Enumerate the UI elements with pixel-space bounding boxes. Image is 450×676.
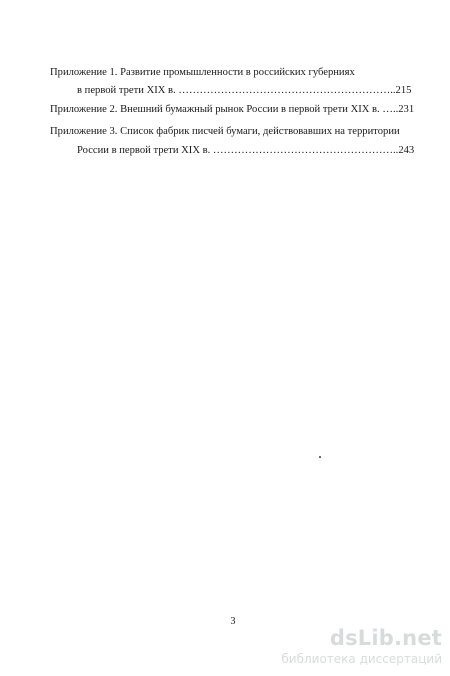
scan-speck [319, 456, 321, 458]
toc-entry-appendix-2: Приложение 2. Внешний бумажный рынок России в первой трети XIX в. …..231 [50, 104, 415, 115]
toc-entry-appendix-1-title: Приложение 1. Развитие промышленности в российских губерниях [50, 67, 355, 78]
toc-entry-appendix-1-continuation: в первой трети XIX в. ……………………………………………………..215 [77, 85, 412, 96]
watermark [262, 626, 442, 668]
watermark-subtitle: библиотека диссертаций [281, 652, 442, 666]
page-number: 3 [230, 616, 236, 627]
toc-entry-appendix-3-title: Приложение 3. Список фабрик писчей бумаги, действовавших на территории [50, 126, 400, 137]
toc-entry-appendix-3-continuation: России в первой трети XIX в. ……………………………………………..243 [77, 145, 415, 156]
watermark-logo: dsLib.net [329, 626, 442, 650]
